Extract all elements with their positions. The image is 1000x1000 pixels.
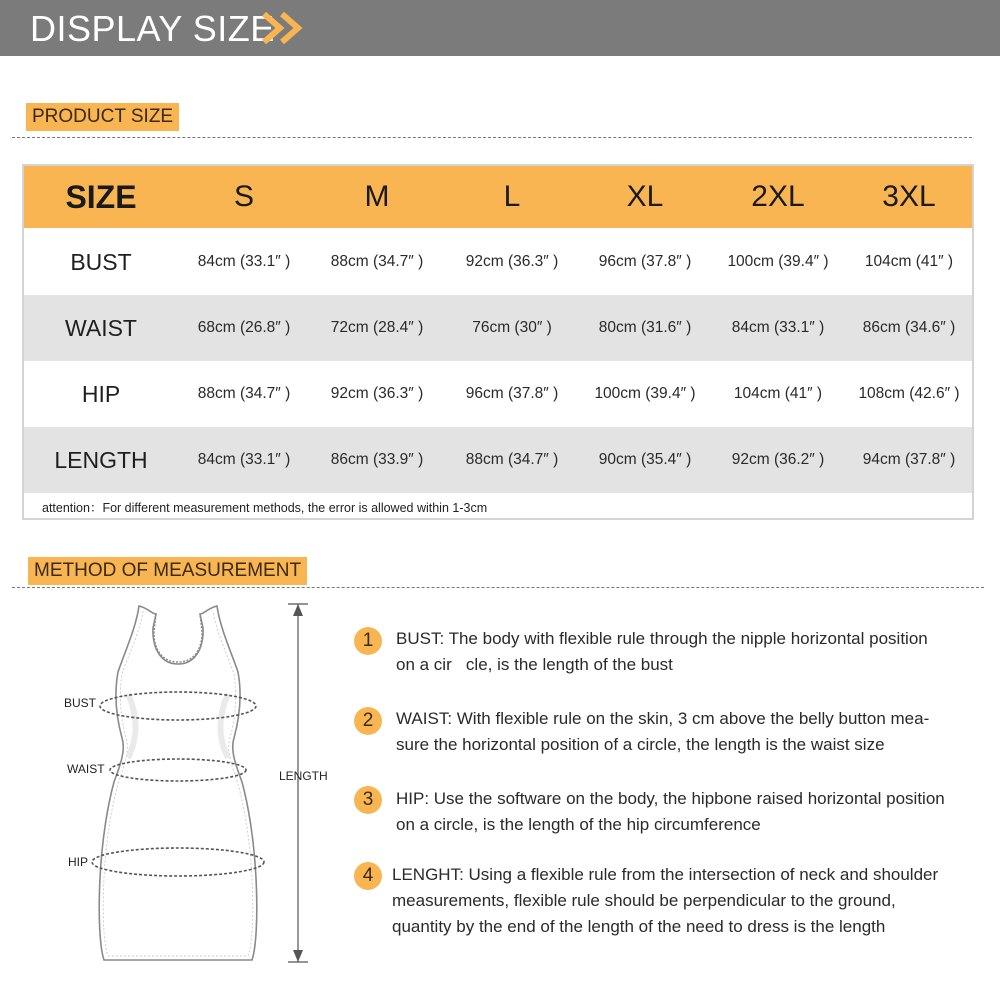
header-cell-size: SIZE (65, 178, 137, 215)
diagram-label-waist: WAIST (67, 762, 105, 776)
table-cell: 92cm (36.3″ ) (465, 253, 559, 270)
divider (12, 137, 972, 138)
table-cell: 80cm (31.6″ ) (598, 319, 692, 336)
step-text (396, 786, 945, 838)
step-number-badge: 1 (354, 627, 382, 655)
table-row-bust (24, 229, 972, 295)
step-line: on a cir cle, is the length of the bust (396, 655, 673, 674)
table-cell: 72cm (28.4″ ) (330, 319, 424, 336)
double-chevron-right-icon (262, 12, 308, 44)
table-cell: 84cm (33.1″ ) (197, 253, 291, 270)
header-cell-3xl: 3XL (882, 180, 936, 213)
step-line: BUST: The body with flexible rule through the nipple horizontal position (396, 629, 928, 648)
row-label: BUST (70, 248, 132, 275)
table-cell: 86cm (34.6″ ) (862, 319, 956, 336)
table-cell: 104cm (41″ ) (733, 385, 823, 402)
table-cell: 84cm (33.1″ ) (197, 451, 291, 468)
page-title: DISPLAY SIZE (30, 8, 275, 49)
size-table (22, 164, 974, 520)
diagram-label-length: LENGTH (279, 769, 328, 783)
row-label: WAIST (65, 314, 137, 341)
step-line: WAIST: With flexible rule on the skin, 3 cm above the belly button mea- (396, 709, 930, 728)
step-line: on a circle, is the length of the hip circumference (396, 815, 761, 834)
table-cell: 84cm (33.1″ ) (731, 319, 825, 336)
diagram-label-hip: HIP (68, 855, 89, 869)
table-cell: 90cm (35.4″ ) (598, 451, 692, 468)
diagram-label-bust: BUST (64, 696, 97, 710)
table-cell: 96cm (37.8″ ) (465, 385, 559, 402)
step-line: LENGHT: Using a flexible rule from the intersection of neck and shoulder (392, 865, 939, 884)
table-cell: 92cm (36.3″ ) (330, 385, 424, 402)
table-cell: 68cm (26.8″ ) (197, 319, 291, 336)
header-cell-l: L (503, 180, 521, 213)
table-cell: 76cm (30″ ) (472, 319, 552, 336)
step-text (396, 706, 929, 758)
step-text (392, 862, 938, 940)
step-line: HIP: Use the software on the body, the hipbone raised horizontal position (396, 789, 945, 808)
table-row-waist (24, 295, 972, 361)
dress-outline-icon (58, 598, 340, 970)
table-cell: 88cm (34.7″ ) (197, 385, 291, 402)
table-row-hip (24, 361, 972, 427)
table-row-length (24, 427, 972, 493)
table-cell: 96cm (37.8″ ) (598, 253, 692, 270)
header-cell-xl: XL (626, 180, 664, 213)
table-cell: 104cm (41″ ) (864, 253, 954, 270)
table-cell: 100cm (39.4″ ) (727, 253, 829, 270)
header-cell-m: M (364, 180, 390, 213)
header-cell-s: S (233, 180, 254, 213)
display-size-header (0, 0, 1000, 56)
header-cell-2xl: 2XL (751, 180, 805, 213)
attention-note: attention：For different measurement methods, the error is allowed within 1-3cm (42, 501, 488, 515)
table-header (24, 166, 972, 228)
table-cell: 88cm (34.7″ ) (330, 253, 424, 270)
step-number-badge: 2 (354, 707, 382, 735)
divider (12, 587, 984, 588)
row-label: HIP (81, 380, 121, 407)
row-label: LENGTH (54, 446, 148, 473)
table-cell: 88cm (34.7″ ) (465, 451, 559, 468)
step-number-badge: 4 (354, 862, 382, 890)
table-cell: 86cm (33.9″ ) (330, 451, 424, 468)
measurement-label: METHOD OF MEASUREMENT (28, 557, 307, 585)
step-text (396, 626, 928, 678)
table-cell: 94cm (37.8″ ) (862, 451, 956, 468)
product-size-label: PRODUCT SIZE (26, 103, 179, 131)
step-line: sure the horizontal position of a circle, the length is the waist size (396, 735, 885, 754)
step-line: quantity by the end of the length of the need to dress is the length (392, 917, 886, 936)
table-cell: 100cm (39.4″ ) (594, 385, 696, 402)
step-number-badge: 3 (354, 786, 382, 814)
table-cell: 108cm (42.6″ ) (858, 385, 960, 402)
table-cell: 92cm (36.2″ ) (731, 451, 825, 468)
step-line: measurements, flexible rule should be perpendicular to the ground, (392, 891, 896, 910)
